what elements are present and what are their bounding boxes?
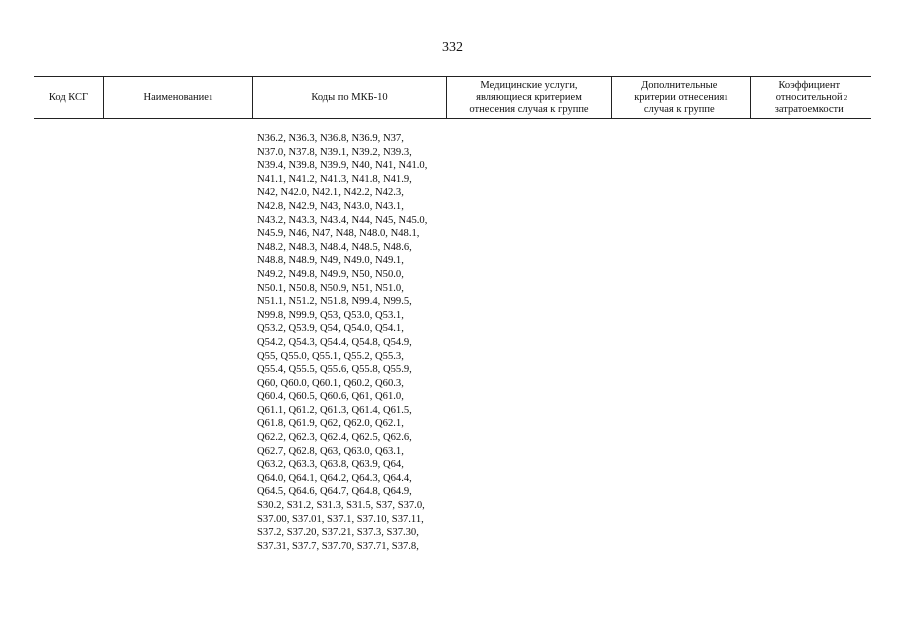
header-additional-criteria-label: Дополнительные критерии отнесения случая к группе <box>634 79 725 115</box>
icd10-code-line: Q54.2, Q54.3, Q54.4, Q54.8, Q54.9, <box>257 336 412 348</box>
icd10-code-line: N50.1, N50.8, N50.9, N51, N51.0, <box>257 282 404 294</box>
icd10-code-line: N48.8, N48.9, N49, N49.0, N49.1, <box>257 255 404 267</box>
header-additional-criteria: Дополнительные критерии отнесения случая к группе 1 <box>612 77 751 118</box>
icd10-code-line: S37.00, S37.01, S37.1, S37.10, S37.11, <box>257 513 424 525</box>
icd10-code-line: N41.1, N41.2, N41.3, N41.8, N41.9, <box>257 173 412 185</box>
icd10-code-line: Q61.1, Q61.2, Q61.3, Q61.4, Q61.5, <box>257 404 412 416</box>
table-header <box>34 76 871 119</box>
icd10-code-line: N42, N42.0, N42.1, N42.2, N42.3, <box>257 187 404 199</box>
icd10-code-line: Q55, Q55.0, Q55.1, Q55.2, Q55.3, <box>257 350 404 362</box>
icd10-code-line: S37.2, S37.20, S37.21, S37.3, S37.30, <box>257 527 419 539</box>
icd10-code-line: N43.2, N43.3, N43.4, N44, N45, N45.0, <box>257 214 428 226</box>
icd10-code-line: Q63.2, Q63.3, Q63.8, Q63.9, Q64, <box>257 459 404 471</box>
icd10-code-line: Q62.7, Q62.8, Q63, Q63.0, Q63.1, <box>257 445 404 457</box>
icd10-code-line: N51.1, N51.2, N51.8, N99.4, N99.5, <box>257 296 412 308</box>
icd10-code-line: Q55.4, Q55.5, Q55.6, Q55.8, Q55.9, <box>257 364 412 376</box>
header-cost-coefficient: Коэффициент относительной затратоемкости 2 <box>774 79 848 115</box>
icd10-code-line: N36.2, N36.3, N36.8, N36.9, N37, <box>257 133 404 144</box>
icd10-code-line: N45.9, N46, N47, N48, N48.0, N48.1, <box>257 228 420 240</box>
icd10-code-line: N48.2, N48.3, N48.4, N48.5, N48.6, <box>257 241 412 253</box>
icd10-code-line: Q60, Q60.0, Q60.1, Q60.2, Q60.3, <box>257 377 404 389</box>
icd10-code-line: Q64.0, Q64.1, Q64.2, Q64.3, Q64.4, <box>257 472 412 484</box>
icd10-code-line: S37.31, S37.7, S37.70, S37.71, S37.8, <box>257 540 419 552</box>
icd10-codes-list <box>257 132 497 553</box>
page-number: 332 <box>442 40 463 55</box>
icd10-code-line: Q61.8, Q61.9, Q62, Q62.0, Q62.1, <box>257 418 404 430</box>
icd10-code-line: Q64.5, Q64.6, Q64.7, Q64.8, Q64.9, <box>257 486 412 498</box>
icd10-code-line: Q53.2, Q53.9, Q54, Q54.0, Q54.1, <box>257 323 404 335</box>
icd10-code-line: N37.0, N37.8, N39.1, N39.2, N39.3, <box>257 146 412 158</box>
icd10-code-line: N42.8, N42.9, N43, N43.0, N43.1, <box>257 200 404 212</box>
icd10-code-line: N99.8, N99.9, Q53, Q53.0, Q53.1, <box>257 309 404 321</box>
header-name-label: Наименование <box>143 91 209 103</box>
icd10-code-line: N39.4, N39.8, N39.9, N40, N41, N41.0, <box>257 160 428 172</box>
icd10-code-line: Q62.2, Q62.3, Q62.4, Q62.5, Q62.6, <box>257 432 412 444</box>
icd10-code-line: N49.2, N49.8, N49.9, N50, N50.0, <box>257 268 404 280</box>
icd10-code-line: Q60.4, Q60.5, Q60.6, Q61, Q61.0, <box>257 391 404 403</box>
icd10-code-line: S30.2, S31.2, S31.3, S31.5, S37, S37.0, <box>257 500 425 512</box>
header-icd10-codes: Коды по МКБ-10 <box>253 77 447 118</box>
header-ksg-code: Код КСГ <box>34 77 104 118</box>
header-medical-services: Медицинские услуги, являющиеся критерием отнесения случая к группе <box>447 77 612 118</box>
header-cost-coefficient-label: Коэффициент относительной затратоемкости <box>774 79 844 115</box>
header-name: Наименование 1 <box>104 77 253 118</box>
